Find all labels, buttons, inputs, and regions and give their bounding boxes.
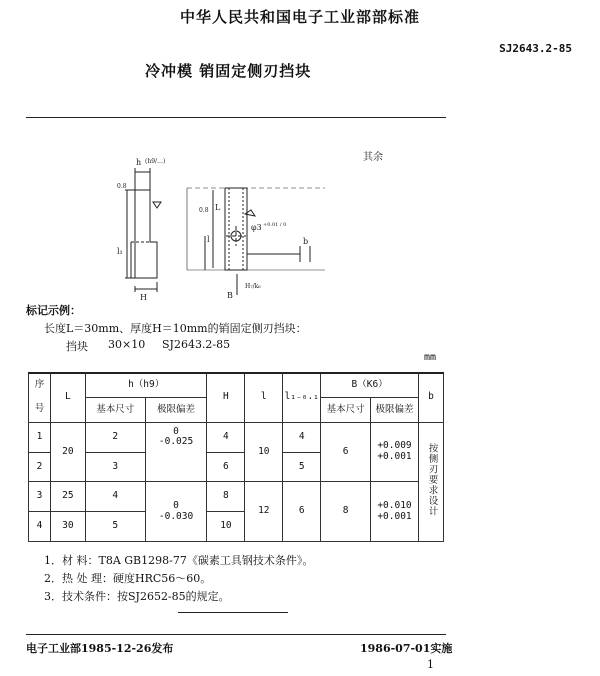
cell-H: 10 xyxy=(207,512,245,542)
B-dev-upper: +0.010 xyxy=(377,499,412,511)
cell-B: 6 xyxy=(321,422,371,482)
note-technical-conditions: 3．技术条件：按SJ2652-85的规定。 xyxy=(44,590,230,603)
technical-drawing xyxy=(95,150,435,300)
table-unit: mm xyxy=(424,352,437,363)
header-B-dev: 极限偏差 xyxy=(371,398,419,423)
cell-h: 4 xyxy=(85,482,145,512)
header-h: h（h9） xyxy=(85,373,207,398)
end-rule xyxy=(178,612,288,613)
effective-date: 1986-07-01实施 xyxy=(360,642,453,655)
B-dev-lower: +0.001 xyxy=(377,451,412,463)
cell-H: 4 xyxy=(207,422,245,452)
h-dev-lower: -0.030 xyxy=(158,510,194,522)
cell-h-dev-empty xyxy=(145,452,207,482)
b-note: 按侧刃要求设计 xyxy=(426,443,438,517)
surface-finish-note: 其余 xyxy=(363,152,383,163)
header-h-basic: 基本尺寸 xyxy=(85,398,145,423)
page-number: 1 xyxy=(427,658,434,671)
h-dev-upper: 0 xyxy=(173,425,179,437)
dim-H: H xyxy=(140,293,147,300)
B-dev-lower: +0.001 xyxy=(377,510,412,522)
note-material: 1．材 料：T8A GB1298-77《碳素工具钢技术条件》。 xyxy=(44,554,314,567)
header-H: H xyxy=(207,373,245,422)
cell-B: 8 xyxy=(321,482,371,542)
dim-b: b xyxy=(303,237,309,246)
standard-number: SJ2643.2-85 xyxy=(499,42,572,55)
cell-L: 25 xyxy=(50,482,85,512)
header-l1: l₁₋₀.₁ xyxy=(283,373,321,422)
table-row xyxy=(29,482,444,512)
header-seq-top: 序 xyxy=(29,373,51,398)
dim-h: h xyxy=(136,158,142,167)
marking-example-std: SJ2643.2-85 xyxy=(162,338,231,351)
issuing-organization: 中华人民共和国电子工业部部标准 xyxy=(179,8,420,26)
header-L: L xyxy=(50,373,85,422)
row-seq: 1 xyxy=(29,422,51,452)
dim-h-fit: (h9/…) xyxy=(145,158,166,165)
row-seq: 3 xyxy=(29,482,51,512)
dim-l: l xyxy=(207,235,210,244)
pin-hole-tol: +0.01 / 0 xyxy=(263,222,287,228)
cell-h: 5 xyxy=(85,512,145,542)
cell-l1: 4 xyxy=(283,422,321,452)
cell-b xyxy=(418,422,443,541)
marking-example-desc: 长度L＝30mm、厚度H＝10mm的销固定侧刃挡块： xyxy=(44,322,307,335)
header-h-dev: 极限偏差 xyxy=(145,398,207,423)
cell-L: 30 xyxy=(50,512,85,542)
cell-h: 3 xyxy=(85,452,145,482)
document-title: 冷冲模 销固定侧刃挡块 xyxy=(145,62,312,80)
marking-example-title: 标记示例： xyxy=(26,304,81,317)
dim-L: L xyxy=(215,203,221,212)
row-seq: 4 xyxy=(29,512,51,542)
cell-l1: 5 xyxy=(283,452,321,482)
cell-l1: 6 xyxy=(283,482,321,542)
dim-l1: l₁ xyxy=(117,247,123,256)
marking-example-size: 30×10 xyxy=(108,338,146,351)
cell-H: 6 xyxy=(207,452,245,482)
cell-l: 12 xyxy=(245,482,283,542)
pin-hole-dim: φ3 xyxy=(251,223,262,232)
cell-h: 2 xyxy=(85,422,145,452)
dim-B: B xyxy=(227,291,233,300)
table-row xyxy=(29,422,444,452)
h-dev-lower: -0.025 xyxy=(158,436,194,448)
roughness-side: 0.8 xyxy=(117,183,127,190)
cell-h-dev xyxy=(145,422,207,452)
B-dev-upper: +0.009 xyxy=(377,440,412,452)
cell-H: 8 xyxy=(207,482,245,512)
header-b: b xyxy=(418,373,443,422)
note-heat-treatment: 2．热 处 理：硬度HRC56～60。 xyxy=(44,572,212,585)
cell-L: 20 xyxy=(50,422,85,482)
roughness-front: 0.8 xyxy=(199,207,209,214)
footer-rule xyxy=(26,634,446,635)
h-dev-upper: 0 xyxy=(173,499,179,511)
cell-h-dev xyxy=(145,482,207,542)
header-B: B（K6） xyxy=(321,373,419,398)
fit-note: H₇/k₆ xyxy=(245,283,261,290)
cell-B-dev xyxy=(371,422,419,482)
dimension-table xyxy=(28,372,444,542)
header-seq-bottom: 号 xyxy=(29,398,51,423)
header-rule xyxy=(26,117,446,118)
marking-example-name: 挡块 xyxy=(66,340,88,353)
cell-B-dev xyxy=(371,482,419,542)
issued-date: 电子工业部1985-12-26发布 xyxy=(26,642,174,655)
header-l: l xyxy=(245,373,283,422)
row-seq: 2 xyxy=(29,452,51,482)
cell-l: 10 xyxy=(245,422,283,482)
header-B-basic: 基本尺寸 xyxy=(321,398,371,423)
